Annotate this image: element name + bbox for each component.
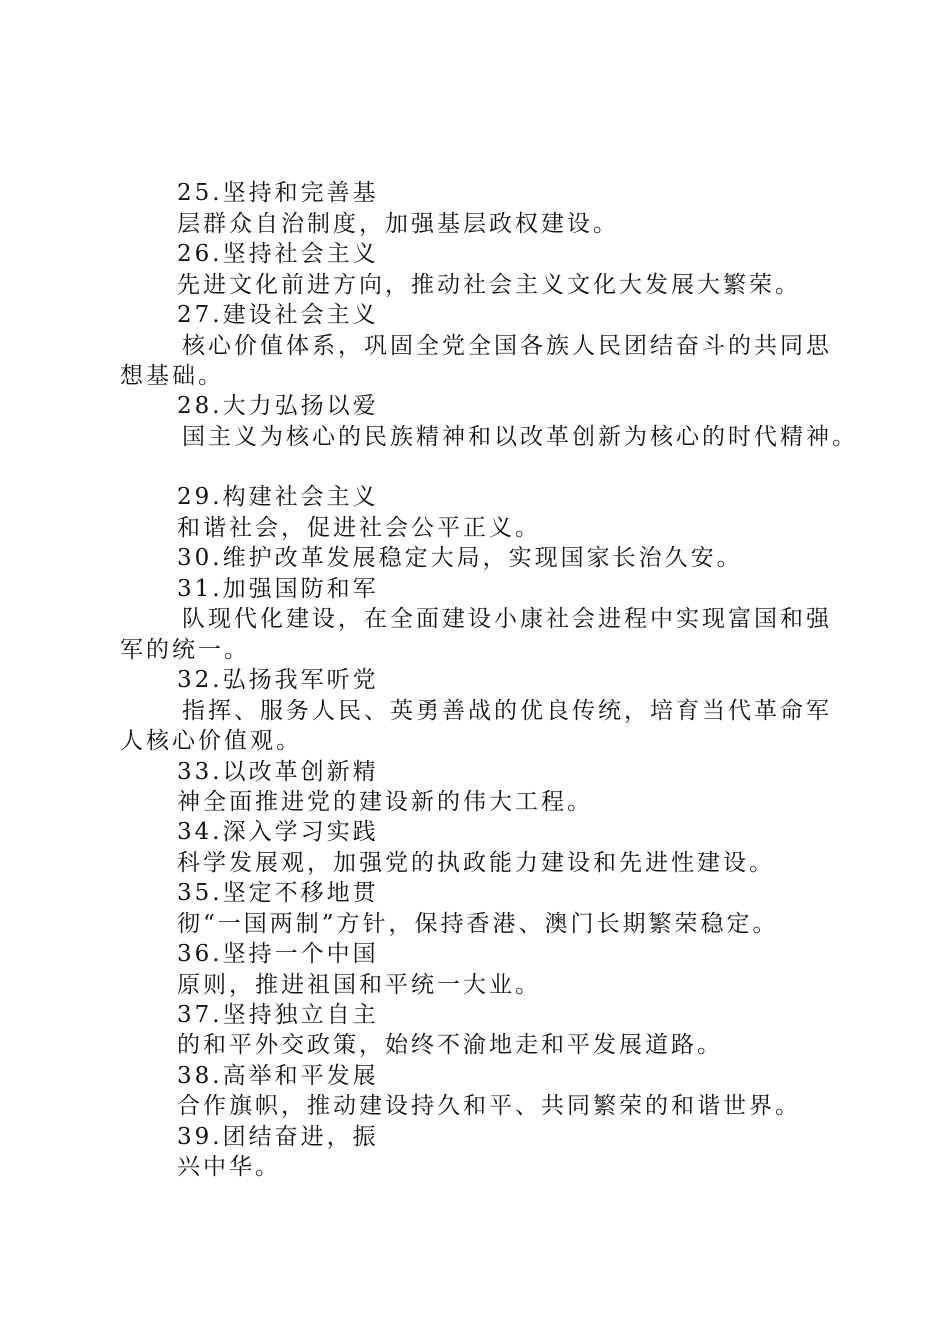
item-27-heading: 27.建设社会主义 xyxy=(177,302,379,328)
item-38-heading: 38.高举和平发展 xyxy=(177,1063,379,1089)
item-34-text: 科学发展观，加强党的执政能力建设和先进性建设。 xyxy=(177,850,775,876)
item-27-text-cont: 想基础。 xyxy=(120,363,224,389)
item-29-text: 和谐社会，促进社会公平正义。 xyxy=(177,515,541,541)
item-37-text: 的和平外交政策，始终不渝地走和平发展道路。 xyxy=(177,1032,723,1058)
item-31-heading: 31.加强国防和军 xyxy=(177,576,379,602)
item-32-text: 指挥、服务人民、英勇善战的优良传统，培育当代革命军 xyxy=(182,698,832,724)
item-28-heading: 28.大力弘扬以爱 xyxy=(177,393,379,419)
item-33-heading: 33.以改革创新精 xyxy=(177,759,379,785)
item-35-text: 彻“一国两制”方针，保持香港、澳门长期繁荣稳定。 xyxy=(177,911,779,937)
item-39-heading: 39.团结奋进，振 xyxy=(177,1124,379,1150)
item-36-heading: 36.坚持一个中国 xyxy=(177,941,379,967)
item-37-heading: 37.坚持独立自主 xyxy=(177,1002,379,1028)
item-35-heading: 35.坚定不移地贯 xyxy=(177,880,379,906)
item-28-text: 国主义为核心的民族精神和以改革创新为核心的时代精神。 xyxy=(182,424,858,450)
item-32-text-cont: 人核心价值观。 xyxy=(120,728,302,754)
item-26-text: 先进文化前进方向，推动社会主义文化大发展大繁荣。 xyxy=(177,272,801,298)
item-39-text: 兴中华。 xyxy=(177,1154,281,1180)
item-33-text: 神全面推进党的建设新的伟大工程。 xyxy=(177,789,593,815)
item-25-text: 层群众自治制度，加强基层政权建设。 xyxy=(177,211,619,237)
item-38-text: 合作旗帜，推动建设持久和平、共同繁荣的和谐世界。 xyxy=(177,1093,801,1119)
item-29-heading: 29.构建社会主义 xyxy=(177,484,379,510)
item-34-heading: 34.深入学习实践 xyxy=(177,819,379,845)
item-26-heading: 26.坚持社会主义 xyxy=(177,241,379,267)
item-27-text: 核心价值体系，巩固全党全国各族人民团结奋斗的共同思 xyxy=(182,333,832,359)
item-25-heading: 25.坚持和完善基 xyxy=(177,180,379,206)
item-31-text-cont: 军的统一。 xyxy=(120,637,250,663)
item-30-text: 30.维护改革发展稳定大局，实现国家长治久安。 xyxy=(177,545,743,571)
item-31-text: 队现代化建设，在全面建设小康社会进程中实现富国和强 xyxy=(182,606,832,632)
item-36-text: 原则，推进祖国和平统一大业。 xyxy=(177,972,541,998)
item-32-heading: 32.弘扬我军听党 xyxy=(177,667,379,693)
